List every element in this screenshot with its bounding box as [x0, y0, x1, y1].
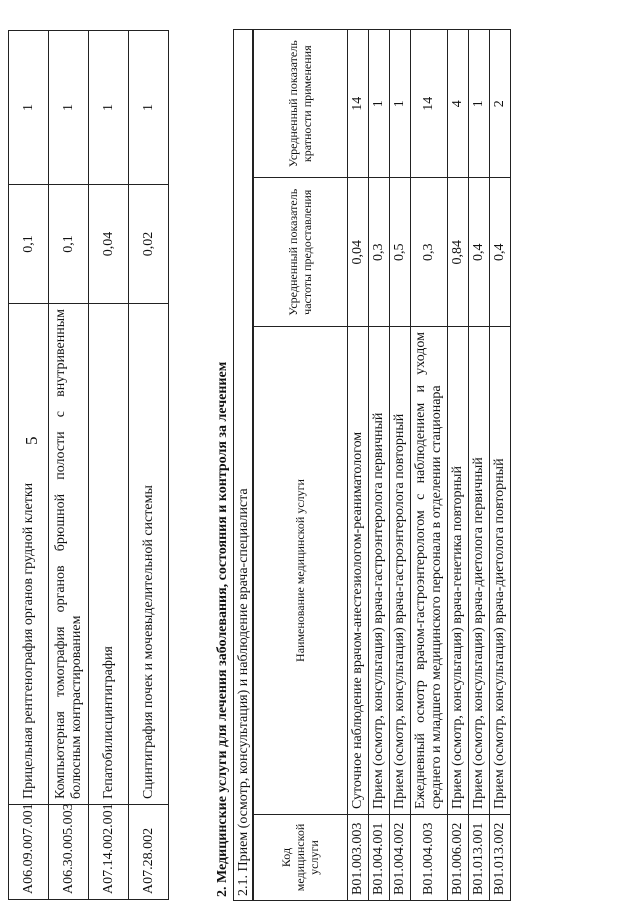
- table-row: [390, 30, 411, 901]
- service-name: Компьютерная томография органов брюшной полости с внутривенным болюсным контрастированием: [49, 304, 89, 805]
- table-row: [369, 30, 390, 901]
- multiplicity-value: 14: [348, 30, 369, 179]
- table-row: [411, 30, 448, 901]
- header-freq: Усредненный показатель частоты предоставления: [253, 178, 348, 326]
- service-code: B01.004.001: [369, 815, 390, 901]
- service-code: A06.30.005.003: [49, 805, 89, 900]
- frequency-value: 0,5: [390, 178, 411, 326]
- multiplicity-value: 2: [490, 30, 511, 179]
- service-code: B01.003.003: [348, 815, 369, 901]
- frequency-value: 0,4: [469, 178, 490, 326]
- service-name: Прием (осмотр, консультация) врача-диетолога первичный: [469, 326, 490, 814]
- service-name: Суточное наблюдение врачом-анестезиологом-реаниматологом: [348, 326, 369, 814]
- multiplicity-value: 1: [369, 30, 390, 179]
- frequency-value: 0,84: [448, 178, 469, 326]
- service-code: B01.006.002: [448, 815, 469, 901]
- service-name: Ежедневный осмотр врачом-гастроэнтерологом с наблюдением и уходом среднего и младшего медицинского персонала в отделении стационара: [411, 326, 448, 814]
- table-row: [348, 30, 369, 901]
- header-mult: Усредненный показатель кратности применения: [253, 30, 348, 179]
- table-row: [89, 31, 129, 900]
- frequency-value: 0,3: [411, 178, 448, 326]
- service-code: A06.09.007.001: [9, 805, 49, 900]
- service-name: Прием (осмотр, консультация) врача-гастроэнтеролога повторный: [390, 326, 411, 814]
- table-row: [49, 31, 89, 900]
- service-code: B01.013.001: [469, 815, 490, 901]
- multiplicity-value: 1: [89, 31, 129, 185]
- service-name: Прием (осмотр, консультация) врача-генетика повторный: [448, 326, 469, 814]
- frequency-value: 0,4: [490, 178, 511, 326]
- multiplicity-value: 1: [390, 30, 411, 179]
- frequency-value: 0,04: [89, 185, 129, 304]
- table-row: [448, 30, 469, 901]
- multiplicity-value: 14: [411, 30, 448, 179]
- frequency-value: 0,3: [369, 178, 390, 326]
- table-row: [9, 31, 49, 900]
- service-name: Прицельная рентгенография органов грудной клетки: [9, 304, 49, 805]
- service-code: A07.28.002: [129, 805, 169, 900]
- services-table-main: [252, 29, 511, 901]
- frequency-value: 0,02: [129, 185, 169, 304]
- service-code: B01.004.003: [411, 815, 448, 901]
- multiplicity-value: 1: [469, 30, 490, 179]
- services-table-main-body: [348, 30, 511, 901]
- frequency-value: 0,04: [348, 178, 369, 326]
- services-table-top-body: [9, 31, 169, 900]
- section-title: Медицинские услуги для лечения заболевания, состояния и контроля за лечением: [215, 361, 230, 883]
- subsection-heading-table: [233, 29, 254, 901]
- frequency-value: 0,1: [49, 185, 89, 304]
- table-row: [490, 30, 511, 901]
- subsection-title: 2.1. Прием (осмотр, консультация) и наблюдение врача-специалиста: [234, 30, 254, 901]
- table-row: [469, 30, 490, 901]
- table-header-row: [253, 30, 348, 901]
- multiplicity-value: 1: [49, 31, 89, 185]
- page-number: 5: [22, 436, 41, 445]
- service-code: B01.004.002: [390, 815, 411, 901]
- service-code: A07.14.002.001: [89, 805, 129, 900]
- table-row: [129, 31, 169, 900]
- multiplicity-value: 1: [9, 31, 49, 185]
- service-name: Прием (осмотр, консультация) врача-диетолога повторный: [490, 326, 511, 814]
- services-table-top: [8, 30, 169, 900]
- service-name: Прием (осмотр, консультация) врача-гастроэнтеролога первичный: [369, 326, 390, 814]
- header-name: Наименование медицинской услуги: [253, 326, 348, 814]
- subsection-row: [234, 30, 254, 901]
- multiplicity-value: 1: [129, 31, 169, 185]
- service-code: B01.013.002: [490, 815, 511, 901]
- service-name: Сцинтиграфия почек и мочевыделительной системы: [129, 304, 169, 805]
- frequency-value: 0,1: [9, 185, 49, 304]
- section-heading: [215, 362, 231, 897]
- multiplicity-value: 4: [448, 30, 469, 179]
- service-name: Гепатобилисцинтиграфия: [89, 304, 129, 805]
- header-code: Код медицинской услуги: [253, 815, 348, 901]
- section-number: 2.: [215, 886, 230, 897]
